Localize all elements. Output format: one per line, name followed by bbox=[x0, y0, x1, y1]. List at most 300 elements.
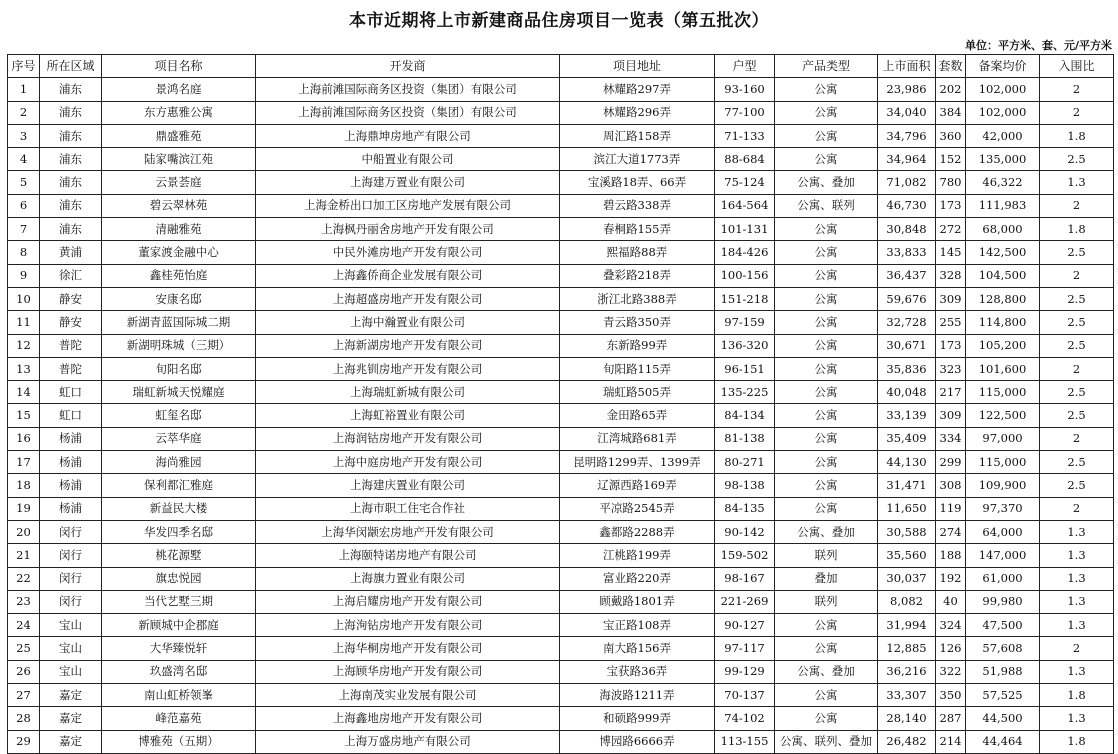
cell-ratio: 1.3 bbox=[1040, 520, 1114, 543]
cell-product-type: 公寓 bbox=[775, 684, 878, 707]
cell-avg-price: 102,000 bbox=[966, 101, 1040, 124]
cell-project-name: 景鸿名庭 bbox=[102, 78, 256, 101]
cell-avg-price: 42,000 bbox=[966, 124, 1040, 147]
cell-area: 34,964 bbox=[878, 148, 936, 171]
table-row bbox=[8, 660, 1114, 683]
cell-unit-size: 75-124 bbox=[715, 171, 775, 194]
cell-index: 28 bbox=[8, 707, 40, 730]
cell-project-name: 峰范嘉苑 bbox=[102, 707, 256, 730]
cell-project-name: 鑫桂苑怡庭 bbox=[102, 264, 256, 287]
cell-area: 33,833 bbox=[878, 241, 936, 264]
cell-developer: 上海枫丹丽舍房地产开发有限公司 bbox=[256, 218, 560, 241]
cell-index: 29 bbox=[8, 730, 40, 753]
cell-district: 闵行 bbox=[40, 590, 102, 613]
cell-unit-count: 323 bbox=[936, 357, 966, 380]
cell-unit-count: 322 bbox=[936, 660, 966, 683]
table-body bbox=[8, 78, 1114, 754]
cell-district: 宝山 bbox=[40, 614, 102, 637]
cell-district: 虹口 bbox=[40, 404, 102, 427]
cell-unit-size: 74-102 bbox=[715, 707, 775, 730]
cell-ratio: 2.5 bbox=[1040, 334, 1114, 357]
cell-area: 31,471 bbox=[878, 474, 936, 497]
cell-developer: 上海鑫侨商企业发展有限公司 bbox=[256, 264, 560, 287]
cell-avg-price: 147,000 bbox=[966, 544, 1040, 567]
cell-district: 宝山 bbox=[40, 660, 102, 683]
cell-ratio: 2 bbox=[1040, 637, 1114, 660]
cell-area: 8,082 bbox=[878, 590, 936, 613]
cell-address: 宝获路36弄 bbox=[560, 660, 715, 683]
cell-district: 闵行 bbox=[40, 520, 102, 543]
table-row bbox=[8, 707, 1114, 730]
cell-avg-price: 142,500 bbox=[966, 241, 1040, 264]
table-row bbox=[8, 544, 1114, 567]
cell-developer: 上海润钴房地产开发有限公司 bbox=[256, 427, 560, 450]
cell-project-name: 博雅苑（五期） bbox=[102, 730, 256, 753]
cell-ratio: 1.3 bbox=[1040, 544, 1114, 567]
cell-unit-size: 100-156 bbox=[715, 264, 775, 287]
cell-area: 30,588 bbox=[878, 520, 936, 543]
cell-project-name: 新湖明珠城（三期） bbox=[102, 334, 256, 357]
cell-ratio: 1.8 bbox=[1040, 730, 1114, 753]
table-row bbox=[8, 637, 1114, 660]
cell-developer: 上海启耀房地产开发有限公司 bbox=[256, 590, 560, 613]
cell-project-name: 陆家嘴滨江苑 bbox=[102, 148, 256, 171]
table-row bbox=[8, 451, 1114, 474]
cell-developer: 上海鼎坤房地产有限公司 bbox=[256, 124, 560, 147]
cell-address: 浙江北路388弄 bbox=[560, 287, 715, 310]
cell-product-type: 公寓 bbox=[775, 381, 878, 404]
cell-index: 16 bbox=[8, 427, 40, 450]
table-row bbox=[8, 334, 1114, 357]
table-row bbox=[8, 264, 1114, 287]
cell-product-type: 叠加 bbox=[775, 567, 878, 590]
cell-area: 36,437 bbox=[878, 264, 936, 287]
cell-developer: 上海颐特诺房地产有限公司 bbox=[256, 544, 560, 567]
cell-unit-count: 217 bbox=[936, 381, 966, 404]
cell-district: 浦东 bbox=[40, 171, 102, 194]
cell-unit-size: 97-159 bbox=[715, 311, 775, 334]
cell-ratio: 1.3 bbox=[1040, 567, 1114, 590]
cell-unit-size: 164-564 bbox=[715, 194, 775, 217]
cell-product-type: 公寓 bbox=[775, 148, 878, 171]
cell-unit-count: 126 bbox=[936, 637, 966, 660]
cell-address: 林耀路297弄 bbox=[560, 78, 715, 101]
cell-district: 浦东 bbox=[40, 218, 102, 241]
cell-avg-price: 109,900 bbox=[966, 474, 1040, 497]
cell-area: 34,796 bbox=[878, 124, 936, 147]
table-row bbox=[8, 124, 1114, 147]
cell-unit-size: 84-134 bbox=[715, 404, 775, 427]
cell-address: 鑫都路2288弄 bbox=[560, 520, 715, 543]
cell-project-name: 云景荟庭 bbox=[102, 171, 256, 194]
cell-product-type: 公寓 bbox=[775, 78, 878, 101]
cell-area: 28,140 bbox=[878, 707, 936, 730]
cell-avg-price: 115,000 bbox=[966, 381, 1040, 404]
cell-district: 杨浦 bbox=[40, 427, 102, 450]
cell-address: 瑞虹路505弄 bbox=[560, 381, 715, 404]
cell-index: 18 bbox=[8, 474, 40, 497]
cell-avg-price: 64,000 bbox=[966, 520, 1040, 543]
table-row bbox=[8, 218, 1114, 241]
cell-unit-count: 384 bbox=[936, 101, 966, 124]
cell-unit-count: 192 bbox=[936, 567, 966, 590]
cell-index: 11 bbox=[8, 311, 40, 334]
table-row bbox=[8, 171, 1114, 194]
cell-project-name: 东方惠雅公寓 bbox=[102, 101, 256, 124]
table-header-row bbox=[8, 55, 1114, 78]
cell-avg-price: 97,000 bbox=[966, 427, 1040, 450]
cell-address: 金田路65弄 bbox=[560, 404, 715, 427]
cell-developer: 上海万盛房地产有限公司 bbox=[256, 730, 560, 753]
cell-project-name: 虹玺名邸 bbox=[102, 404, 256, 427]
cell-address: 江湾城路681弄 bbox=[560, 427, 715, 450]
cell-developer: 上海旗力置业有限公司 bbox=[256, 567, 560, 590]
cell-unit-count: 145 bbox=[936, 241, 966, 264]
table-row bbox=[8, 427, 1114, 450]
table-row bbox=[8, 101, 1114, 124]
cell-avg-price: 97,370 bbox=[966, 497, 1040, 520]
cell-address: 周汇路158弄 bbox=[560, 124, 715, 147]
cell-address: 南大路156弄 bbox=[560, 637, 715, 660]
cell-unit-size: 98-138 bbox=[715, 474, 775, 497]
cell-area: 35,409 bbox=[878, 427, 936, 450]
cell-avg-price: 105,200 bbox=[966, 334, 1040, 357]
cell-ratio: 2 bbox=[1040, 497, 1114, 520]
cell-developer: 上海南茂实业发展有限公司 bbox=[256, 684, 560, 707]
cell-area: 36,216 bbox=[878, 660, 936, 683]
cell-avg-price: 47,500 bbox=[966, 614, 1040, 637]
cell-unit-size: 159-502 bbox=[715, 544, 775, 567]
cell-unit-count: 119 bbox=[936, 497, 966, 520]
cell-unit-count: 299 bbox=[936, 451, 966, 474]
cell-area: 46,730 bbox=[878, 194, 936, 217]
cell-product-type: 公寓 bbox=[775, 404, 878, 427]
cell-product-type: 公寓 bbox=[775, 334, 878, 357]
table-row bbox=[8, 148, 1114, 171]
header-index: 序号 bbox=[8, 55, 40, 78]
cell-unit-size: 98-167 bbox=[715, 567, 775, 590]
cell-index: 8 bbox=[8, 241, 40, 264]
cell-index: 4 bbox=[8, 148, 40, 171]
cell-index: 1 bbox=[8, 78, 40, 101]
cell-district: 徐汇 bbox=[40, 264, 102, 287]
cell-ratio: 2.5 bbox=[1040, 148, 1114, 171]
cell-unit-count: 308 bbox=[936, 474, 966, 497]
cell-area: 59,676 bbox=[878, 287, 936, 310]
cell-developer: 上海超盛房地产开发有限公司 bbox=[256, 287, 560, 310]
cell-ratio: 1.3 bbox=[1040, 590, 1114, 613]
cell-product-type: 公寓 bbox=[775, 497, 878, 520]
cell-area: 44,130 bbox=[878, 451, 936, 474]
cell-ratio: 2.5 bbox=[1040, 404, 1114, 427]
cell-index: 2 bbox=[8, 101, 40, 124]
cell-ratio: 1.8 bbox=[1040, 124, 1114, 147]
cell-product-type: 公寓 bbox=[775, 124, 878, 147]
cell-project-name: 保利都汇雅庭 bbox=[102, 474, 256, 497]
cell-project-name: 新湖青蓝国际城二期 bbox=[102, 311, 256, 334]
cell-avg-price: 61,000 bbox=[966, 567, 1040, 590]
cell-developer: 上海洵钻房地产开发有限公司 bbox=[256, 614, 560, 637]
cell-district: 静安 bbox=[40, 311, 102, 334]
cell-developer: 上海前滩国际商务区投资（集团）有限公司 bbox=[256, 78, 560, 101]
cell-ratio: 1.8 bbox=[1040, 218, 1114, 241]
cell-developer: 中船置业有限公司 bbox=[256, 148, 560, 171]
cell-project-name: 云萃华庭 bbox=[102, 427, 256, 450]
cell-ratio: 2.5 bbox=[1040, 474, 1114, 497]
cell-avg-price: 57,608 bbox=[966, 637, 1040, 660]
cell-developer: 上海前滩国际商务区投资（集团）有限公司 bbox=[256, 101, 560, 124]
cell-ratio: 2 bbox=[1040, 194, 1114, 217]
cell-address: 宝溪路18弄、66弄 bbox=[560, 171, 715, 194]
cell-address: 海波路1211弄 bbox=[560, 684, 715, 707]
cell-project-name: 旬阳名邸 bbox=[102, 357, 256, 380]
cell-unit-count: 173 bbox=[936, 194, 966, 217]
cell-ratio: 2.5 bbox=[1040, 241, 1114, 264]
table-row bbox=[8, 590, 1114, 613]
header-project-name: 项目名称 bbox=[102, 55, 256, 78]
cell-ratio: 1.3 bbox=[1040, 660, 1114, 683]
cell-product-type: 公寓 bbox=[775, 311, 878, 334]
cell-area: 35,836 bbox=[878, 357, 936, 380]
cell-avg-price: 135,000 bbox=[966, 148, 1040, 171]
cell-ratio: 2 bbox=[1040, 264, 1114, 287]
cell-index: 23 bbox=[8, 590, 40, 613]
cell-unit-count: 287 bbox=[936, 707, 966, 730]
cell-district: 浦东 bbox=[40, 78, 102, 101]
cell-developer: 中民外滩房地产开发有限公司 bbox=[256, 241, 560, 264]
cell-avg-price: 104,500 bbox=[966, 264, 1040, 287]
cell-index: 12 bbox=[8, 334, 40, 357]
cell-district: 普陀 bbox=[40, 357, 102, 380]
cell-unit-count: 214 bbox=[936, 730, 966, 753]
cell-project-name: 当代艺墅三期 bbox=[102, 590, 256, 613]
cell-unit-count: 324 bbox=[936, 614, 966, 637]
cell-developer: 上海市职工住宅合作社 bbox=[256, 497, 560, 520]
cell-address: 碧云路338弄 bbox=[560, 194, 715, 217]
cell-address: 春桐路155弄 bbox=[560, 218, 715, 241]
cell-address: 林耀路296弄 bbox=[560, 101, 715, 124]
document-title: 本市近期将上市新建商品住房项目一览表（第五批次） bbox=[349, 11, 769, 31]
cell-address: 昆明路1299弄、1399弄 bbox=[560, 451, 715, 474]
cell-unit-count: 152 bbox=[936, 148, 966, 171]
table-row bbox=[8, 287, 1114, 310]
cell-avg-price: 57,525 bbox=[966, 684, 1040, 707]
cell-product-type: 联列 bbox=[775, 544, 878, 567]
cell-project-name: 华发四季名邸 bbox=[102, 520, 256, 543]
cell-address: 博园路6666弄 bbox=[560, 730, 715, 753]
cell-unit-size: 77-100 bbox=[715, 101, 775, 124]
cell-unit-count: 188 bbox=[936, 544, 966, 567]
cell-unit-count: 173 bbox=[936, 334, 966, 357]
cell-unit-size: 90-127 bbox=[715, 614, 775, 637]
cell-product-type: 公寓、叠加 bbox=[775, 660, 878, 683]
header-product-type: 产品类型 bbox=[775, 55, 878, 78]
cell-area: 26,482 bbox=[878, 730, 936, 753]
cell-product-type: 公寓 bbox=[775, 637, 878, 660]
cell-district: 静安 bbox=[40, 287, 102, 310]
cell-unit-size: 71-133 bbox=[715, 124, 775, 147]
cell-district: 宝山 bbox=[40, 637, 102, 660]
cell-ratio: 2 bbox=[1040, 101, 1114, 124]
cell-ratio: 1.3 bbox=[1040, 707, 1114, 730]
cell-index: 17 bbox=[8, 451, 40, 474]
cell-product-type: 公寓 bbox=[775, 451, 878, 474]
cell-unit-size: 70-137 bbox=[715, 684, 775, 707]
cell-developer: 上海瑞虹新城有限公司 bbox=[256, 381, 560, 404]
cell-area: 30,848 bbox=[878, 218, 936, 241]
cell-address: 江桃路199弄 bbox=[560, 544, 715, 567]
header-unit-size: 户型 bbox=[715, 55, 775, 78]
cell-unit-count: 309 bbox=[936, 287, 966, 310]
cell-unit-size: 96-151 bbox=[715, 357, 775, 380]
header-address: 项目地址 bbox=[560, 55, 715, 78]
cell-district: 虹口 bbox=[40, 381, 102, 404]
cell-area: 30,671 bbox=[878, 334, 936, 357]
cell-avg-price: 99,980 bbox=[966, 590, 1040, 613]
table-row bbox=[8, 684, 1114, 707]
cell-area: 31,994 bbox=[878, 614, 936, 637]
table-row bbox=[8, 381, 1114, 404]
cell-unit-size: 151-218 bbox=[715, 287, 775, 310]
cell-avg-price: 44,464 bbox=[966, 730, 1040, 753]
cell-district: 浦东 bbox=[40, 148, 102, 171]
cell-unit-count: 40 bbox=[936, 590, 966, 613]
cell-developer: 上海中庭房地产开发有限公司 bbox=[256, 451, 560, 474]
cell-developer: 上海鑫地房地产开发有限公司 bbox=[256, 707, 560, 730]
cell-product-type: 公寓 bbox=[775, 218, 878, 241]
cell-developer: 上海兆钏房地产开发有限公司 bbox=[256, 357, 560, 380]
cell-district: 黄浦 bbox=[40, 241, 102, 264]
cell-developer: 上海中瀚置业有限公司 bbox=[256, 311, 560, 334]
cell-area: 34,040 bbox=[878, 101, 936, 124]
cell-developer: 上海顾华房地产开发有限公司 bbox=[256, 660, 560, 683]
cell-avg-price: 68,000 bbox=[966, 218, 1040, 241]
cell-project-name: 旗忠悦园 bbox=[102, 567, 256, 590]
cell-product-type: 公寓 bbox=[775, 264, 878, 287]
cell-district: 普陀 bbox=[40, 334, 102, 357]
cell-address: 东新路99弄 bbox=[560, 334, 715, 357]
cell-index: 25 bbox=[8, 637, 40, 660]
cell-unit-count: 309 bbox=[936, 404, 966, 427]
cell-unit-count: 328 bbox=[936, 264, 966, 287]
cell-product-type: 公寓、叠加 bbox=[775, 171, 878, 194]
header-district: 所在区域 bbox=[40, 55, 102, 78]
cell-project-name: 桃花源墅 bbox=[102, 544, 256, 567]
cell-product-type: 公寓、叠加 bbox=[775, 520, 878, 543]
cell-district: 嘉定 bbox=[40, 684, 102, 707]
cell-index: 3 bbox=[8, 124, 40, 147]
cell-index: 15 bbox=[8, 404, 40, 427]
cell-district: 浦东 bbox=[40, 124, 102, 147]
cell-project-name: 清融雅苑 bbox=[102, 218, 256, 241]
cell-district: 杨浦 bbox=[40, 451, 102, 474]
cell-area: 33,139 bbox=[878, 404, 936, 427]
cell-avg-price: 114,800 bbox=[966, 311, 1040, 334]
cell-avg-price: 44,500 bbox=[966, 707, 1040, 730]
cell-ratio: 2.5 bbox=[1040, 451, 1114, 474]
cell-ratio: 1.8 bbox=[1040, 684, 1114, 707]
table-row bbox=[8, 730, 1114, 753]
cell-product-type: 公寓 bbox=[775, 287, 878, 310]
cell-unit-count: 272 bbox=[936, 218, 966, 241]
cell-project-name: 大华臻悦轩 bbox=[102, 637, 256, 660]
table-row bbox=[8, 241, 1114, 264]
cell-product-type: 公寓 bbox=[775, 101, 878, 124]
header-unit-count: 套数 bbox=[936, 55, 966, 78]
cell-developer: 上海建万置业有限公司 bbox=[256, 171, 560, 194]
cell-project-name: 新益民大楼 bbox=[102, 497, 256, 520]
cell-unit-count: 360 bbox=[936, 124, 966, 147]
table-row bbox=[8, 194, 1114, 217]
cell-ratio: 1.3 bbox=[1040, 171, 1114, 194]
cell-address: 辽源西路169弄 bbox=[560, 474, 715, 497]
cell-project-name: 新顾城中企郡庭 bbox=[102, 614, 256, 637]
table-row bbox=[8, 497, 1114, 520]
cell-unit-count: 350 bbox=[936, 684, 966, 707]
cell-unit-size: 80-271 bbox=[715, 451, 775, 474]
cell-district: 杨浦 bbox=[40, 474, 102, 497]
cell-area: 12,885 bbox=[878, 637, 936, 660]
cell-unit-count: 255 bbox=[936, 311, 966, 334]
cell-unit-size: 88-684 bbox=[715, 148, 775, 171]
cell-project-name: 玖盛湾名邸 bbox=[102, 660, 256, 683]
housing-project-table bbox=[7, 54, 1114, 754]
cell-index: 24 bbox=[8, 614, 40, 637]
cell-address: 旬阳路115弄 bbox=[560, 357, 715, 380]
cell-unit-size: 184-426 bbox=[715, 241, 775, 264]
cell-product-type: 公寓、联列 bbox=[775, 194, 878, 217]
cell-address: 熙福路88弄 bbox=[560, 241, 715, 264]
cell-product-type: 联列 bbox=[775, 590, 878, 613]
cell-unit-size: 97-117 bbox=[715, 637, 775, 660]
header-developer: 开发商 bbox=[256, 55, 560, 78]
cell-index: 21 bbox=[8, 544, 40, 567]
cell-ratio: 2 bbox=[1040, 427, 1114, 450]
cell-ratio: 2.5 bbox=[1040, 381, 1114, 404]
cell-avg-price: 101,600 bbox=[966, 357, 1040, 380]
cell-address: 平凉路2545弄 bbox=[560, 497, 715, 520]
cell-index: 5 bbox=[8, 171, 40, 194]
cell-district: 闵行 bbox=[40, 544, 102, 567]
table-row bbox=[8, 357, 1114, 380]
cell-ratio: 2.5 bbox=[1040, 287, 1114, 310]
cell-developer: 上海华闵颛宏房地产开发有限公司 bbox=[256, 520, 560, 543]
cell-product-type: 公寓 bbox=[775, 357, 878, 380]
cell-ratio: 1.3 bbox=[1040, 614, 1114, 637]
cell-unit-count: 274 bbox=[936, 520, 966, 543]
cell-product-type: 公寓 bbox=[775, 427, 878, 450]
cell-area: 23,986 bbox=[878, 78, 936, 101]
cell-unit-count: 202 bbox=[936, 78, 966, 101]
cell-avg-price: 102,000 bbox=[966, 78, 1040, 101]
cell-project-name: 碧云翠林苑 bbox=[102, 194, 256, 217]
cell-unit-size: 84-135 bbox=[715, 497, 775, 520]
cell-address: 富业路220弄 bbox=[560, 567, 715, 590]
cell-unit-size: 221-269 bbox=[715, 590, 775, 613]
cell-district: 杨浦 bbox=[40, 497, 102, 520]
cell-index: 26 bbox=[8, 660, 40, 683]
unit-note: 单位：平方米、套、元/平方米 bbox=[964, 39, 1112, 52]
table-row bbox=[8, 311, 1114, 334]
cell-index: 19 bbox=[8, 497, 40, 520]
cell-avg-price: 111,983 bbox=[966, 194, 1040, 217]
cell-avg-price: 122,500 bbox=[966, 404, 1040, 427]
cell-unit-count: 334 bbox=[936, 427, 966, 450]
cell-project-name: 南山虹桥领峯 bbox=[102, 684, 256, 707]
cell-index: 7 bbox=[8, 218, 40, 241]
table-row bbox=[8, 404, 1114, 427]
cell-index: 9 bbox=[8, 264, 40, 287]
